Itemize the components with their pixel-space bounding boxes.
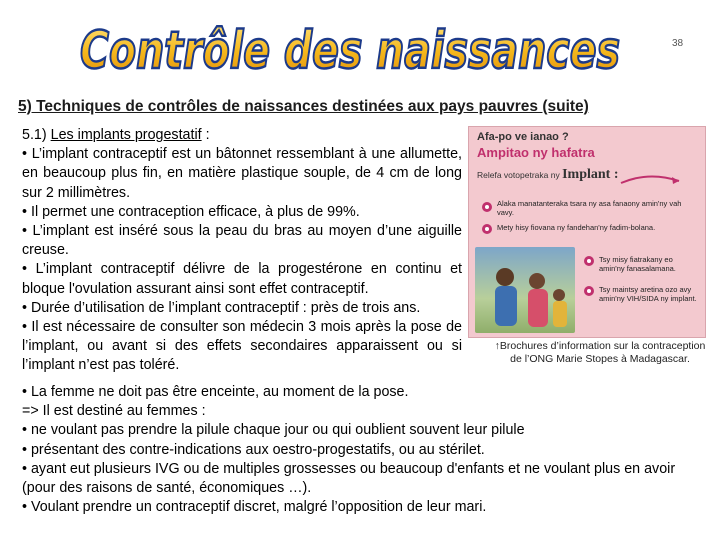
women-photo bbox=[475, 247, 575, 333]
bullet-paragraph: => Il est destiné au femmes : bbox=[22, 403, 206, 420]
brochure-row: Tsy maintsy aretina ozo avy amin'ny VIH/SIDA ny implant. bbox=[599, 285, 697, 303]
slide-title-graphic bbox=[70, 6, 630, 84]
bullet-paragraph: • Durée d’utilisation de l’implant contraceptif : près de trois ans. bbox=[22, 299, 421, 316]
brochure-header-word: Implant : bbox=[562, 167, 619, 182]
bullet-paragraph: • L’implant est inséré sous la peau du bras au moyen d’une aiguille creuse. bbox=[22, 223, 462, 259]
section-heading bbox=[22, 126, 462, 145]
bullet-paragraph: • Il permet une contraception efficace, à plus de 99%. bbox=[22, 203, 360, 220]
flower-icon bbox=[583, 255, 595, 267]
bullet-paragraph: • présentant des contre-indications aux oestro-progestatifs, ou au stérilet. bbox=[22, 441, 485, 458]
slide-title bbox=[70, 6, 630, 84]
implant-arrow-icon bbox=[619, 173, 689, 187]
bullet-paragraph: • ne voulant pas prendre la pilule chaque jour ou qui oublient souvent leur pilule bbox=[22, 422, 525, 439]
bullet-paragraph: • L’implant contraceptif délivre de la progestérone en continu et bloque l'ovulation assurant ainsi sont effet contraceptif. bbox=[22, 261, 462, 297]
target-audience-text bbox=[22, 383, 702, 517]
bullet-paragraph: • Il est nécessaire de consulter son médecin 3 mois après la pose de l’implant, ou avant si des effets secondaires apparaissent ou si l’implant n’est pas toléré. bbox=[22, 319, 462, 374]
brochure-header-prefix: Relefa votopetraka ny bbox=[477, 170, 560, 180]
implant-description bbox=[22, 126, 462, 376]
bullet-paragraph: • Voulant prendre un contraceptif discret, malgré l’opposition de leur mari. bbox=[22, 499, 487, 516]
brochure-row: Alaka manatanteraka tsara ny asa fanaony amin'ny vah vavy. bbox=[497, 199, 682, 217]
bullet-paragraph: • La femme ne doit pas être enceinte, au moment de la pose. bbox=[22, 384, 409, 400]
brochure-image bbox=[468, 126, 706, 338]
section-subtitle: 5) Techniques de contrôles de naissances destinées aux pays pauvres (suite) bbox=[18, 98, 589, 115]
flower-icon bbox=[481, 223, 493, 235]
brochure-header-title: Ampitao ny hafatra bbox=[477, 145, 595, 160]
flower-icon bbox=[583, 285, 595, 297]
section-heading-number: 5.1) bbox=[22, 127, 47, 143]
bullet-paragraph: • L’implant contraceptif est un bâtonnet ressemblant à une allumette, en beaucoup plus fin, en matière plastique souple, de 4 cm de long sur 2 millimètres. bbox=[22, 146, 462, 201]
brochure-caption: ↑Brochures d’information sur la contraception de l’ONG Marie Stopes à Madagascar. bbox=[494, 340, 706, 365]
page-number: 38 bbox=[672, 38, 684, 49]
section-heading-colon: : bbox=[201, 127, 210, 143]
bullet-paragraph: • ayant eut plusieurs IVG ou de multiples grossesses ou beaucoup d'enfants et ne voulant plus en avoir (pour des raisons de santé, économiques …). bbox=[22, 460, 676, 497]
brochure-row: Mety hisy fiovana ny fandehan'ny fadim-bolana. bbox=[497, 223, 656, 232]
flower-icon bbox=[481, 201, 493, 213]
brochure-row: Tsy misy fiatrakany eo amin'ny fanasalamana. bbox=[599, 255, 676, 273]
section-heading-link: Les implants progestatif bbox=[50, 127, 202, 143]
slide-title-text: Contrôle des naissances bbox=[80, 21, 620, 81]
women-photo-illustration bbox=[475, 247, 575, 333]
brochure-header-question: Afa-po ve ianao ? bbox=[477, 131, 569, 143]
